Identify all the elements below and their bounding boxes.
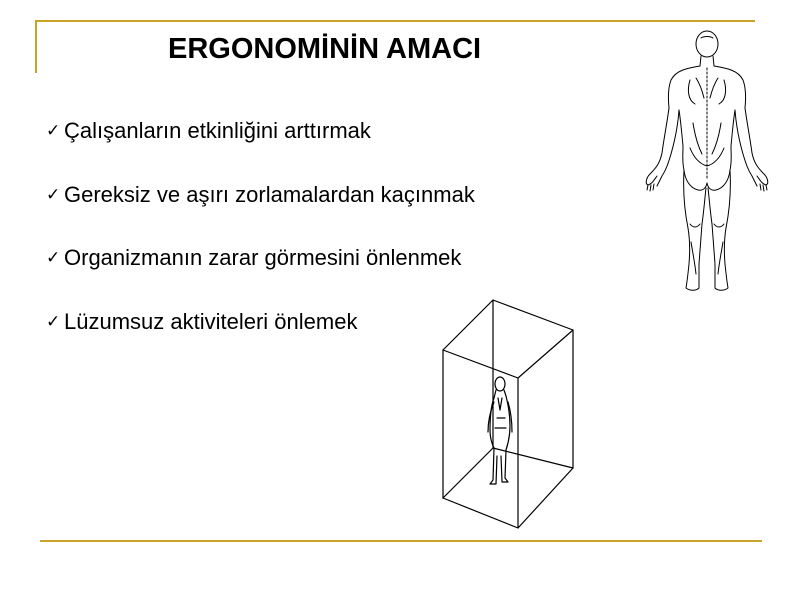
human-body-outline-icon xyxy=(638,28,778,296)
checkmark-icon: ✓ xyxy=(46,248,61,268)
bottom-accent-rule xyxy=(40,540,762,542)
checkmark-icon: ✓ xyxy=(46,121,61,141)
bullet-text: Çalışanların etkinliğini arttırmak xyxy=(64,118,371,143)
bullet-text: Organizmanın zarar görmesini önlenmek xyxy=(64,245,462,270)
bullet-item xyxy=(46,180,475,210)
slide-title: ERGONOMİNİN AMACI xyxy=(168,33,482,65)
checkmark-icon: ✓ xyxy=(46,185,61,205)
left-accent-rule xyxy=(35,20,37,73)
bullet-text: Lüzumsuz aktiviteleri önlemek xyxy=(64,309,358,334)
bullet-text: Gereksiz ve aşırı zorlamalardan kaçınmak xyxy=(64,182,475,207)
bullet-item xyxy=(46,307,357,337)
bullet-item xyxy=(46,116,371,146)
checkmark-icon: ✓ xyxy=(46,312,61,332)
person-in-box-icon xyxy=(438,298,578,530)
bullet-item xyxy=(46,243,461,273)
top-accent-rule xyxy=(35,20,755,22)
